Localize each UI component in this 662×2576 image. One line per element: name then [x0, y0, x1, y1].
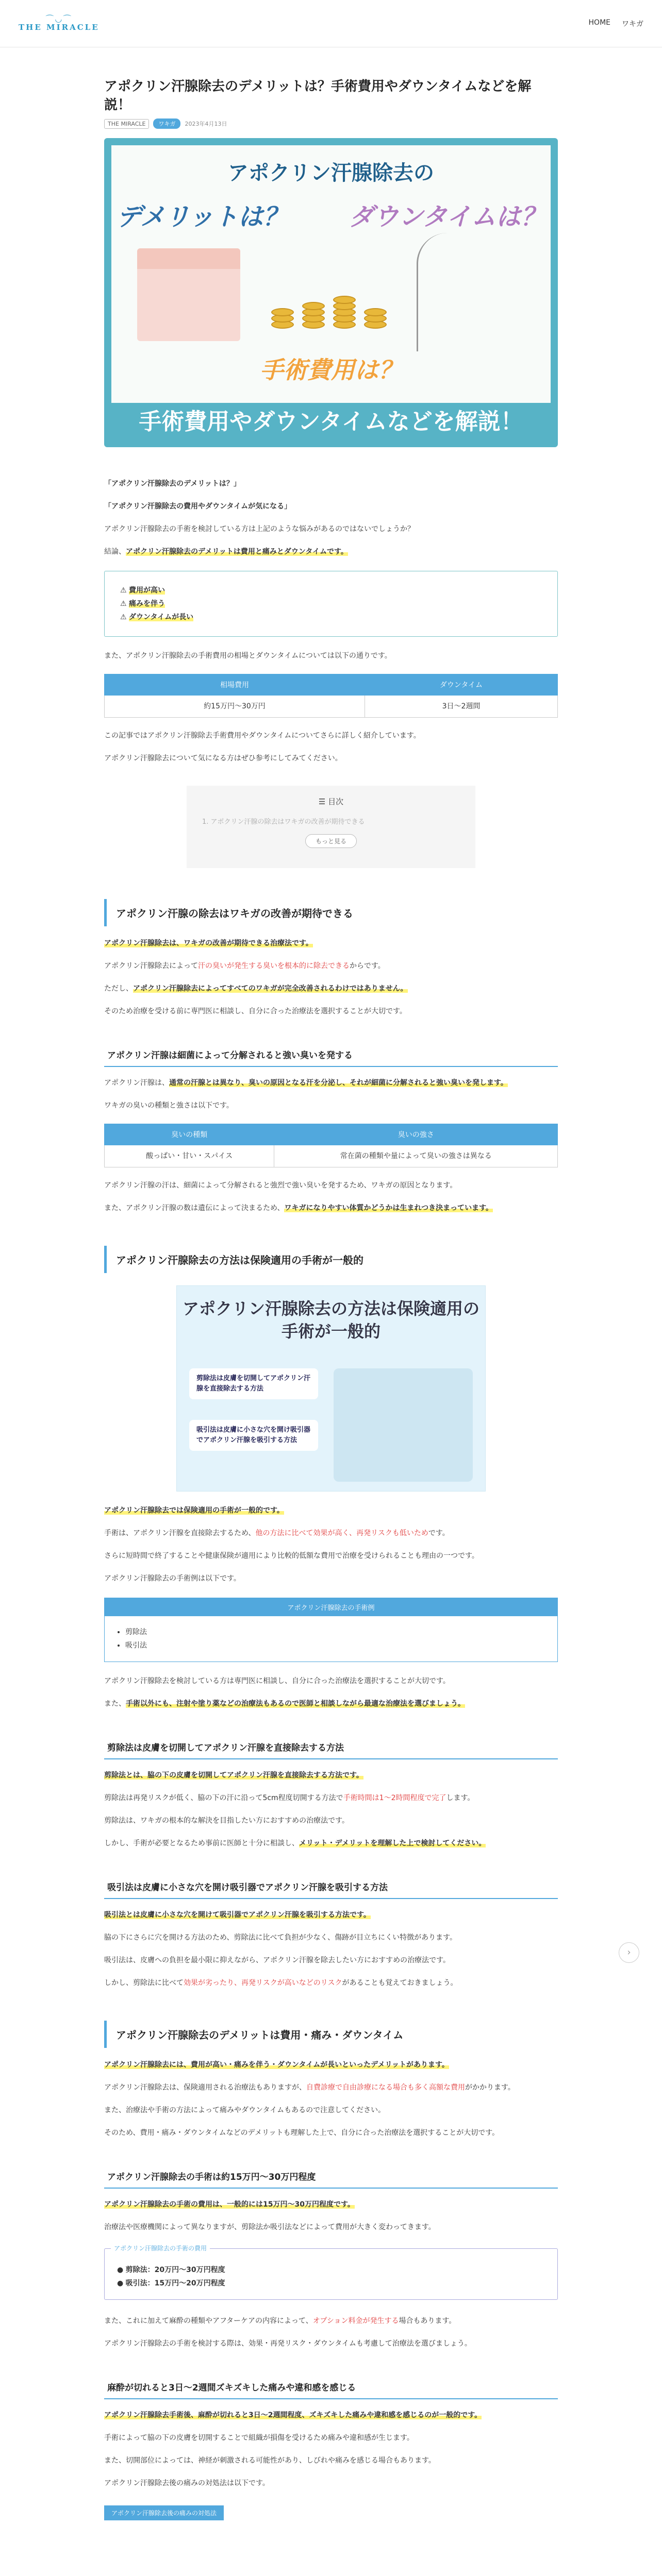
subsection-heading: アポクリン汗腺除去の手術は約15万円〜30万円程度 — [104, 2164, 558, 2189]
table-of-contents — [187, 786, 475, 868]
paragraph: また、手術以外にも、注射や塗り薬などの治療法もあるので医師と相談しながら最適な治療法を選びましょう。 — [104, 1700, 465, 1708]
page-title: アポクリン汗腺除去のデメリットは？手術費用やダウンタイムなどを解説！ — [104, 79, 532, 113]
figure-note-1: 剪除法は皮膚を切開してアポクリン汗腺を直接除去する方法 — [189, 1368, 318, 1399]
cost-downtime-table: 相場費用 ダウンタイム 約15万円〜30万円 3日〜2週間 — [104, 674, 558, 718]
paragraph: ただし、アポクリン汗腺除去によってすべてのワキガが完全改善されるわけではありません。 — [104, 985, 408, 993]
site-logo[interactable]: ⌒◡⌒ THE MIRACLE — [19, 13, 100, 32]
section-heading-2: アポクリン汗腺除去の方法は保険適用の手術が一般的 — [104, 1246, 558, 1273]
intro-paragraph-4: この記事ではアポクリン汗腺除去手術費用やダウンタイムについてさらに詳しく紹介しています。 — [104, 732, 421, 740]
figure-title: アポクリン汗腺除去の方法は保険適用の手術が一般的 — [182, 1299, 479, 1341]
surgeon-illustration-icon — [334, 1368, 473, 1482]
hero-question-demerit: デメリットは？ — [117, 202, 288, 231]
list-item: • 吸引法 — [125, 1639, 537, 1652]
paragraph: 吸引法は、皮膚への負担を最小限に抑えながら、アポクリン汗腺を除去したい方におすすめの治療法です。 — [104, 1956, 451, 1964]
figure-note-2: 吸引法は皮膚に小さな穴を開け吸引器でアポクリン汗腺を吸引する方法 — [189, 1420, 318, 1451]
paragraph: また、これに加えて麻酔の種類やアフターケアの内容によって、オプション料金が発生する場合もあります。 — [104, 2317, 456, 2325]
paragraph: 剪除法とは、脇の下の皮膚を切開してアポクリン汗腺を直接除去する方法です。 — [104, 1771, 363, 1780]
paragraph: アポクリン汗腺除去の手術の費用は、一般的には15万円〜30万円程度です。 — [104, 2200, 355, 2209]
hero-image — [104, 138, 558, 447]
article — [104, 77, 558, 2520]
hero-question-downtime: ダウンタイムは？ — [349, 202, 545, 231]
section-heading-3: アポクリン汗腺除去のデメリットは費用・痛み・ダウンタイム — [104, 2021, 558, 2048]
cost-detail-box: アポクリン汗腺除去の手術の費用 ● 剪除法：20万円〜30万円程度 ● 吸引法：15万円〜20万円程度 — [104, 2248, 558, 2300]
toc-title: ☰ 目次 — [318, 797, 344, 806]
list-item: ⚠ ダウンタイムが長い — [120, 613, 194, 621]
paragraph: しかし、手術が必要となるため事前に医師と十分に相談し、メリット・デメリットを理解した上で検討してください。 — [104, 1839, 486, 1848]
paragraph: 剪除法は、ワキガの根本的な解決を目指したい方におすすめの治療法です。 — [104, 1817, 350, 1825]
paragraph: アポクリン汗腺の汗は、細菌によって分解されると強烈で強い臭いを発するため、ワキガの原因となります。 — [104, 1181, 457, 1190]
paragraph: アポクリン汗腺除去の手術を検討する際は、効果・再発リスク・ダウンタイムも考慮して治療法を選びましょう。 — [104, 2340, 472, 2348]
toc-more-button[interactable]: もっと見る — [305, 834, 357, 848]
list-item: • 剪除法 — [125, 1625, 537, 1639]
paragraph: アポクリン汗腺除去によって汗の臭いが発生する臭いを根本的に除去できるからです。 — [104, 962, 385, 970]
intro-section — [104, 477, 558, 868]
nav-home[interactable]: HOME — [588, 18, 610, 27]
paragraph: アポクリン汗腺除去を検討している方は専門医に相談し、自分に合った治療法を選択することが大切です。 — [104, 1677, 450, 1685]
paragraph: アポクリン汗腺除去は、ワキガの改善が期待できる治療法です。 — [104, 939, 313, 947]
paragraph: さらに短時間で終了することや健康保険が適用により比較的低額な費用で治療を受けられることも理由の一つです。 — [104, 1552, 479, 1560]
post-meta — [104, 118, 558, 129]
subsection-heading: 麻酔が切れると3日〜2週間ズキズキした痛みや違和感を感じる — [104, 2375, 558, 2399]
site-header — [0, 0, 662, 47]
hero-question-cost: 手術費用は？ — [260, 356, 402, 384]
paragraph: アポクリン汗腺除去後の痛みの対処法は以下です。 — [104, 2479, 270, 2487]
intro-paragraph-1: アポクリン汗腺除去の手術を検討している方は上記のような悩みがあるのではないでしょうか？ — [104, 525, 415, 533]
method-figure — [176, 1285, 486, 1492]
toc-item[interactable]: 1. アポクリン汗腺の除去はワキガの改善が期待できる — [202, 818, 365, 826]
paragraph: また、アポクリン汗腺の数は遺伝によって決まるため、ワキガになりやすい体質かどうかは生まれつき決まっています。 — [104, 1204, 493, 1212]
hero-caption: 手術費用やダウンタイムなどを解説！ — [139, 409, 523, 435]
intro-paragraph-5: アポクリン汗腺除去について気になる方はぜひ参考にしてみてください。 — [104, 754, 342, 762]
paragraph: しかし、剪除法に比べて効果が劣ったり、再発リスクが高いなどのリスクがあることも覚えておきましょう。 — [104, 1979, 458, 1987]
author-chip[interactable]: THE MIRACLE — [104, 119, 149, 129]
lead-question-2: 「アポクリン汗腺除去の費用やダウンタイムが気になる」 — [104, 502, 292, 511]
hero-illustration — [111, 145, 551, 403]
pain-remedy-label: アポクリン汗腺除去後の痛みの対処法 — [104, 2505, 224, 2520]
post-date: 2023年4月13日 — [185, 121, 227, 127]
armpit-illustration-icon — [417, 233, 530, 351]
section-heading-1: アポクリン汗腺の除去はワキガの改善が期待できる — [104, 899, 558, 926]
coins-icon — [271, 259, 395, 341]
lead-question-1: 「アポクリン汗腺除去のデメリットは？」 — [104, 480, 241, 488]
intro-paragraph-2: 結論、アポクリン汗腺除去のデメリットは費用と痛みとダウンタイムです。 — [104, 548, 348, 556]
paragraph: また、切開部位によっては、神経が刺激される可能性があり、しびれや痛みを感じる場合もあります。 — [104, 2456, 436, 2465]
paragraph: アポクリン汗腺除去では保険適用の手術が一般的です。 — [104, 1506, 284, 1515]
list-item: ● 吸引法：15万円〜20万円程度 — [117, 2279, 225, 2287]
odor-table: 臭いの種類 臭いの強さ 酸っぱい・甘い・スパイス 常在菌の種類や量によって臭いの強さは異なる — [104, 1124, 558, 1167]
subsection-heading: アポクリン汗腺は細菌によって分解されると強い臭いを発する — [104, 1043, 558, 1067]
skin-diagram-icon — [137, 248, 240, 341]
paragraph: アポクリン汗腺除去の手術例は以下です。 — [104, 1574, 241, 1583]
paragraph: 治療法や医療機関によって異なりますが、剪除法か吸引法などによって費用が大きく変わってきます。 — [104, 2223, 436, 2231]
paragraph: 吸引法とは皮膚に小さな穴を開けて吸引器でアポクリン汗腺を吸引する方法です。 — [104, 1911, 371, 1919]
global-nav — [589, 19, 643, 29]
list-icon: ☰ — [318, 797, 328, 806]
subsection-heading: 剪除法は皮膚を切開してアポクリン汗腺を直接除去する方法 — [104, 1735, 558, 1759]
subsection-heading: 吸引法は皮膚に小さな穴を開け吸引器でアポクリン汗腺を吸引する方法 — [104, 1875, 558, 1899]
demerit-list — [104, 571, 558, 637]
nav-wakiga[interactable]: ワキガ — [622, 20, 643, 28]
paragraph: アポクリン汗腺除去は、保険適用される治療法もありますが、自費診療で自由診療になる場合も多く高額な費用がかかります。 — [104, 2083, 515, 2092]
paragraph: 剪除法は再発リスクが低く、脇の下の汗に沿って5cm程度切開する方法で手術時間は1〜2時間程度で完了します。 — [104, 1794, 475, 1802]
paragraph: アポクリン汗腺除去手術後、麻酔が切れると3日〜2週間程度、ズキズキした痛みや違和感を感じるのが一般的です。 — [104, 2411, 482, 2419]
paragraph: ワキガの臭いの種類と強さは以下です。 — [104, 1101, 234, 1110]
paragraph: そのため、費用・痛み・ダウンタイムなどのデメリットも理解した上で、自分に合った治療法を選択することが大切です。 — [104, 2129, 500, 2137]
list-item: ⚠ 痛みを伴う — [120, 600, 166, 608]
paragraph: 手術によって脇の下の皮膚を切開することで組織が損傷を受けるため痛みや違和感が生じます。 — [104, 2434, 414, 2442]
scroll-arrow-icon[interactable]: › — [619, 1942, 639, 1963]
paragraph: 手術は、アポクリン汗腺を直接除去するため、他の方法に比べて効果が高く、再発リスクも低いためです。 — [104, 1529, 450, 1537]
paragraph: 脇の下にさらに穴を開ける方法のため、剪除法に比べて負担が少なく、傷跡が目立ちにくい特徴があります。 — [104, 1934, 457, 1942]
list-item: ● 剪除法：20万円〜30万円程度 — [117, 2266, 225, 2274]
intro-paragraph-3: また、アポクリン汗腺除去の手術費用の相場とダウンタイムについては以下の通りです。 — [104, 652, 392, 660]
paragraph: そのため治療を受ける前に専門医に相談し、自分に合った治療法を選択することが大切です。 — [104, 1007, 407, 1015]
category-badge[interactable]: ワキガ — [153, 118, 180, 129]
list-item: ⚠ 費用が高い — [120, 586, 166, 595]
surgery-examples-box: アポクリン汗腺除去の手術例 • 剪除法 • 吸引法 — [104, 1598, 558, 1662]
paragraph: また、治療法や手術の方法によって痛みやダウンタイムもあるので注意してください。 — [104, 2106, 386, 2114]
paragraph: アポクリン汗腺除去には、費用が高い・痛みを伴う・ダウンタイムが長いといったデメリットがあります。 — [104, 2061, 449, 2069]
hero-title: アポクリン汗腺除去の — [228, 161, 434, 185]
paragraph: アポクリン汗腺は、通常の汗腺とは異なり、臭いの原因となる汗を分泌し、それが細菌に分解されると強い臭いを発します。 — [104, 1079, 508, 1087]
logo-mark-icon: ⌒◡⌒ — [45, 13, 73, 24]
